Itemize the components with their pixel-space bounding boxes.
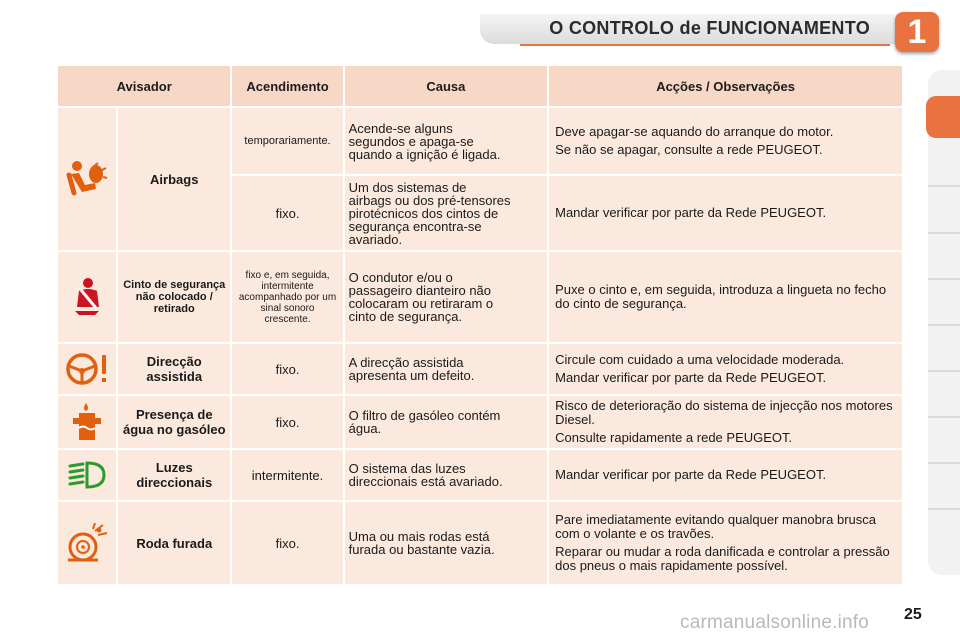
cause-text: O filtro de gasóleo contém água. [345,396,547,448]
warning-lights-table [56,64,904,586]
actions-text: Mandar verificar por parte da Rede PEUGEOT. [549,450,902,500]
cause-text: Um dos sistemas de airbags ou dos pré-tensores pirotécnicos dos cintos de segurança encontra-se avariado. [345,176,547,250]
cause-text: Acende-se alguns segundos e apaga-se quando a ignição é ligada. [345,108,547,174]
table-row [58,344,902,394]
chapter-tab[interactable] [928,370,960,372]
table-row [58,396,902,448]
cause-text: O sistema das luzes direccionais está avariado. [345,450,547,500]
watermark: carmanualsonline.info [680,612,870,633]
cause-text: Uma ou mais rodas está furada ou bastante vazia. [345,502,547,584]
actions-text: Deve apagar-se aquando do arranque do motor. Se não se apagar, consulte a rede PEUGEOT. [549,108,902,174]
col-header-warning: Avisador [58,66,230,106]
chapter-tab[interactable] [928,185,960,187]
warning-name: Direcção assistida [118,344,230,394]
chapter-tab[interactable] [928,278,960,280]
table-row [58,502,902,584]
lighting-text: intermitente. [232,450,342,500]
warning-name: Luzes direccionais [118,450,230,500]
chapter-tab[interactable] [928,462,960,464]
page-number: 25 [904,606,922,623]
directional-headlamp-icon [58,450,116,500]
warning-name: Cinto de segurança não colocado / retirado [118,252,230,342]
seatbelt-warning-icon [58,252,116,342]
power-steering-warning-icon [58,344,116,394]
chapter-side-rail [928,70,960,575]
header-accent-line [520,44,890,46]
lighting-text: fixo. [232,396,342,448]
chapter-tab-active[interactable] [926,96,960,138]
water-in-diesel-icon [58,396,116,448]
actions-text: Circule com cuidado a uma velocidade moderada. Mandar verificar por parte da Rede PEUGEOT. [549,344,902,394]
chapter-tab[interactable] [928,232,960,234]
col-header-cause: Causa [345,66,547,106]
lighting-text: fixo. [232,502,342,584]
cause-text: O condutor e/ou o passageiro dianteiro não colocaram ou retiraram o cinto de segurança. [345,252,547,342]
actions-text: Mandar verificar por parte da Rede PEUGEOT. [549,176,902,250]
flat-tyre-icon [58,502,116,584]
lighting-text: temporariamente. [232,108,342,174]
table-header-row [58,66,902,106]
warning-name: Presença de água no gasóleo [118,396,230,448]
table-row [58,252,902,342]
warning-name: Roda furada [118,502,230,584]
col-header-actions: Acções / Observações [549,66,902,106]
table-row [58,450,902,500]
actions-text: Risco de deterioração do sistema de injecção nos motores Diesel. Consulte rapidamente a rede PEUGEOT. [549,396,902,448]
col-header-lighting: Acendimento [232,66,342,106]
chapter-tab[interactable] [928,416,960,418]
cause-text: A direcção assistida apresenta um defeito. [345,344,547,394]
chapter-tab[interactable] [928,324,960,326]
airbag-warning-icon [58,108,116,250]
chapter-badge: 1 [895,12,939,52]
lighting-text: fixo. [232,176,342,250]
page-title: O CONTROLO de FUNCIONAMENTO [549,18,870,38]
actions-text: Pare imediatamente evitando qualquer manobra brusca com o volante e os travões. Reparar ou mudar a roda danificada e controlar a pressão dos pneus o mais rapidamente possível. [549,502,902,584]
warning-name: Airbags [118,108,230,250]
lighting-text: fixo e, em seguida, intermitente acompanhado por um sinal sonoro crescente. [232,252,342,342]
actions-text: Puxe o cinto e, em seguida, introduza a lingueta no fecho do cinto de segurança. [549,252,902,342]
lighting-text: fixo. [232,344,342,394]
table-row [58,108,902,174]
chapter-tab[interactable] [928,508,960,510]
